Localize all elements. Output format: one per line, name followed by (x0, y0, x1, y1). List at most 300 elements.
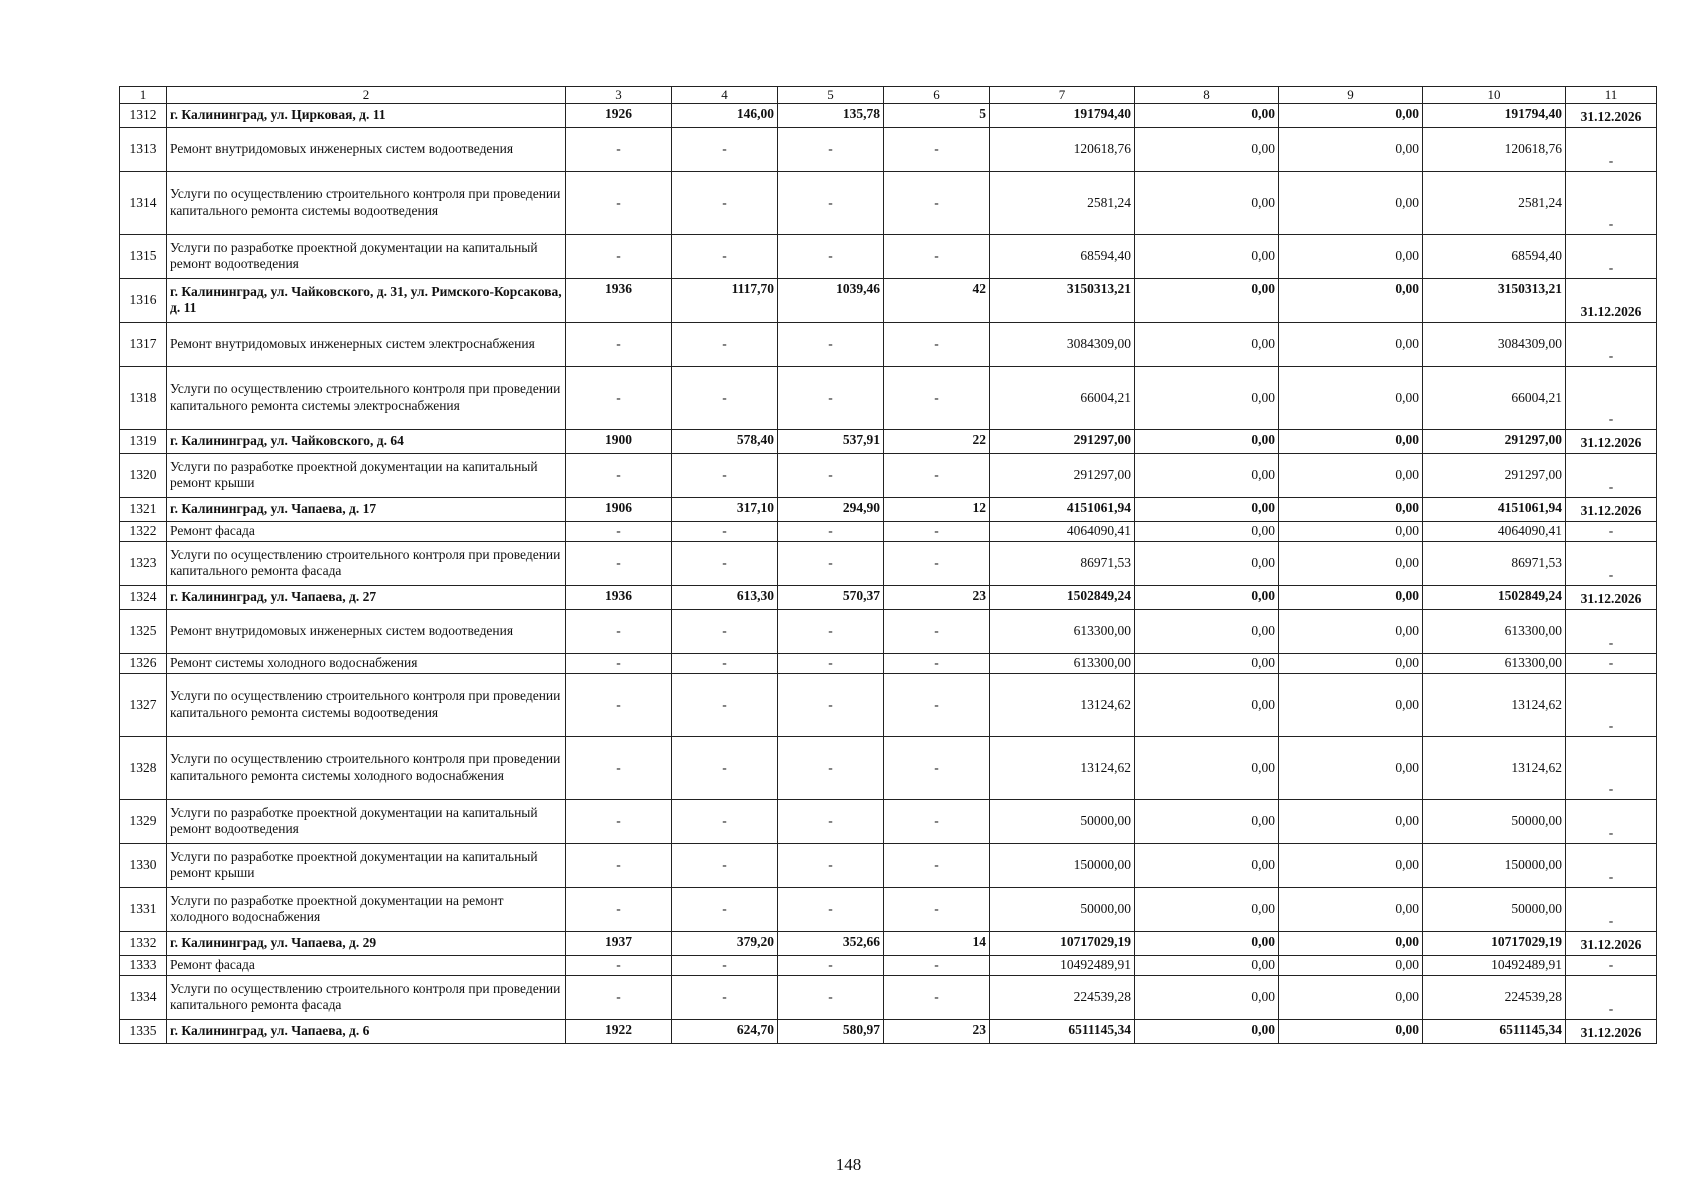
col10-cost-cell: 613300,00 (1423, 609, 1566, 653)
living-area-cell: - (778, 653, 884, 673)
total-cost-cell: 68594,40 (990, 234, 1135, 278)
residents-cell: - (884, 453, 990, 497)
col8-cost-cell: 0,00 (1135, 931, 1279, 955)
header-cell: 3 (566, 87, 672, 104)
work-row (120, 127, 1657, 171)
total-cost-cell: 10492489,91 (990, 955, 1135, 975)
living-area-cell: 570,37 (778, 585, 884, 609)
living-area-cell: - (778, 234, 884, 278)
residents-cell: 22 (884, 429, 990, 453)
col10-cost-cell: 86971,53 (1423, 541, 1566, 585)
build-year-cell: 1922 (566, 1019, 672, 1043)
deadline-cell: 31.12.2026 (1566, 497, 1657, 521)
row-number-cell: 1324 (120, 585, 167, 609)
row-number-cell: 1327 (120, 673, 167, 736)
col10-cost-cell: 6511145,34 (1423, 1019, 1566, 1043)
col9-cost-cell: 0,00 (1279, 366, 1423, 429)
col10-cost-cell: 291297,00 (1423, 453, 1566, 497)
col8-cost-cell: 0,00 (1135, 975, 1279, 1019)
work-row (120, 799, 1657, 843)
build-year-cell: - (566, 453, 672, 497)
col10-cost-cell: 191794,40 (1423, 103, 1566, 127)
col10-cost-cell: 50000,00 (1423, 887, 1566, 931)
total-area-cell: 624,70 (672, 1019, 778, 1043)
col9-cost-cell: 0,00 (1279, 103, 1423, 127)
work-row (120, 171, 1657, 234)
living-area-cell: - (778, 127, 884, 171)
work-row (120, 609, 1657, 653)
col10-cost-cell: 1502849,24 (1423, 585, 1566, 609)
col10-cost-cell: 10717029,19 (1423, 931, 1566, 955)
total-area-cell: 1117,70 (672, 278, 778, 322)
residents-cell: 14 (884, 931, 990, 955)
col10-cost-cell: 50000,00 (1423, 799, 1566, 843)
build-year-cell: 1926 (566, 103, 672, 127)
residents-cell: - (884, 322, 990, 366)
col9-cost-cell: 0,00 (1279, 975, 1423, 1019)
description-cell: Услуги по осуществлению строительного контроля при проведении капитального ремонта системы водоотведения (167, 673, 566, 736)
column-number-header-row (120, 87, 1657, 104)
living-area-cell: - (778, 453, 884, 497)
total-area-cell: - (672, 736, 778, 799)
header-cell: 10 (1423, 87, 1566, 104)
row-number-cell: 1325 (120, 609, 167, 653)
description-cell: Ремонт внутридомовых инженерных систем электроснабжения (167, 322, 566, 366)
build-year-cell: - (566, 673, 672, 736)
total-area-cell: - (672, 975, 778, 1019)
total-area-cell: - (672, 843, 778, 887)
col9-cost-cell: 0,00 (1279, 497, 1423, 521)
deadline-cell: - (1566, 453, 1657, 497)
address-row (120, 429, 1657, 453)
col8-cost-cell: 0,00 (1135, 1019, 1279, 1043)
build-year-cell: - (566, 322, 672, 366)
work-row (120, 843, 1657, 887)
total-area-cell: - (672, 521, 778, 541)
living-area-cell: 580,97 (778, 1019, 884, 1043)
work-row (120, 653, 1657, 673)
total-area-cell: - (672, 673, 778, 736)
col8-cost-cell: 0,00 (1135, 278, 1279, 322)
residents-cell: - (884, 843, 990, 887)
page-number: 148 (835, 1155, 862, 1174)
work-row (120, 234, 1657, 278)
residents-cell: - (884, 127, 990, 171)
build-year-cell: - (566, 955, 672, 975)
col10-cost-cell: 224539,28 (1423, 975, 1566, 1019)
col10-cost-cell: 4064090,41 (1423, 521, 1566, 541)
col10-cost-cell: 66004,21 (1423, 366, 1566, 429)
row-number-cell: 1313 (120, 127, 167, 171)
col8-cost-cell: 0,00 (1135, 799, 1279, 843)
description-cell: Ремонт внутридомовых инженерных систем водоотведения (167, 127, 566, 171)
build-year-cell: - (566, 366, 672, 429)
residents-cell: - (884, 673, 990, 736)
total-area-cell: 379,20 (672, 931, 778, 955)
build-year-cell: - (566, 127, 672, 171)
col8-cost-cell: 0,00 (1135, 521, 1279, 541)
description-cell: г. Калининград, ул. Чапаева, д. 27 (167, 585, 566, 609)
col8-cost-cell: 0,00 (1135, 955, 1279, 975)
work-row (120, 366, 1657, 429)
header-cell: 1 (120, 87, 167, 104)
work-row (120, 955, 1657, 975)
row-number-cell: 1319 (120, 429, 167, 453)
col8-cost-cell: 0,00 (1135, 322, 1279, 366)
col8-cost-cell: 0,00 (1135, 609, 1279, 653)
description-cell: г. Калининград, ул. Чапаева, д. 6 (167, 1019, 566, 1043)
total-area-cell: - (672, 366, 778, 429)
col9-cost-cell: 0,00 (1279, 585, 1423, 609)
total-cost-cell: 10717029,19 (990, 931, 1135, 955)
total-area-cell: - (672, 541, 778, 585)
build-year-cell: - (566, 234, 672, 278)
living-area-cell: 135,78 (778, 103, 884, 127)
col8-cost-cell: 0,00 (1135, 103, 1279, 127)
deadline-cell: 31.12.2026 (1566, 429, 1657, 453)
total-area-cell: - (672, 609, 778, 653)
deadline-cell: - (1566, 975, 1657, 1019)
description-cell: Услуги по разработке проектной документации на капитальный ремонт крыши (167, 453, 566, 497)
header-cell: 2 (167, 87, 566, 104)
description-cell: Услуги по осуществлению строительного контроля при проведении капитального ремонта системы электроснабжения (167, 366, 566, 429)
col10-cost-cell: 150000,00 (1423, 843, 1566, 887)
header-cell: 9 (1279, 87, 1423, 104)
total-area-cell: 317,10 (672, 497, 778, 521)
col8-cost-cell: 0,00 (1135, 453, 1279, 497)
deadline-cell: - (1566, 322, 1657, 366)
header-cell: 11 (1566, 87, 1657, 104)
row-number-cell: 1312 (120, 103, 167, 127)
residents-cell: - (884, 975, 990, 1019)
row-number-cell: 1335 (120, 1019, 167, 1043)
col9-cost-cell: 0,00 (1279, 127, 1423, 171)
col10-cost-cell: 120618,76 (1423, 127, 1566, 171)
row-number-cell: 1317 (120, 322, 167, 366)
description-cell: г. Калининград, ул. Чапаева, д. 29 (167, 931, 566, 955)
row-number-cell: 1318 (120, 366, 167, 429)
total-area-cell: - (672, 322, 778, 366)
description-cell: Ремонт системы холодного водоснабжения (167, 653, 566, 673)
deadline-cell: 31.12.2026 (1566, 103, 1657, 127)
living-area-cell: 537,91 (778, 429, 884, 453)
living-area-cell: 1039,46 (778, 278, 884, 322)
total-cost-cell: 3150313,21 (990, 278, 1135, 322)
deadline-cell: - (1566, 799, 1657, 843)
description-cell: г. Калининград, ул. Чапаева, д. 17 (167, 497, 566, 521)
build-year-cell: - (566, 887, 672, 931)
row-number-cell: 1329 (120, 799, 167, 843)
build-year-cell: - (566, 736, 672, 799)
work-row (120, 736, 1657, 799)
description-cell: г. Калининград, ул. Цирковая, д. 11 (167, 103, 566, 127)
living-area-cell: - (778, 673, 884, 736)
living-area-cell: - (778, 975, 884, 1019)
description-cell: Услуги по разработке проектной документации на ремонт холодного водоснабжения (167, 887, 566, 931)
row-number-cell: 1316 (120, 278, 167, 322)
residents-cell: - (884, 366, 990, 429)
total-area-cell: - (672, 453, 778, 497)
residents-cell: 42 (884, 278, 990, 322)
repair-register-table (119, 86, 1657, 1044)
build-year-cell: 1937 (566, 931, 672, 955)
deadline-cell: 31.12.2026 (1566, 278, 1657, 322)
col10-cost-cell: 3150313,21 (1423, 278, 1566, 322)
description-cell: Услуги по осуществлению строительного контроля при проведении капитального ремонта системы холодного водоснабжения (167, 736, 566, 799)
description-cell: Ремонт внутридомовых инженерных систем водоотведения (167, 609, 566, 653)
total-area-cell: - (672, 234, 778, 278)
residents-cell: - (884, 653, 990, 673)
residents-cell: - (884, 887, 990, 931)
col10-cost-cell: 13124,62 (1423, 736, 1566, 799)
col9-cost-cell: 0,00 (1279, 799, 1423, 843)
total-cost-cell: 3084309,00 (990, 322, 1135, 366)
row-number-cell: 1326 (120, 653, 167, 673)
header-cell: 6 (884, 87, 990, 104)
col8-cost-cell: 0,00 (1135, 497, 1279, 521)
living-area-cell: - (778, 366, 884, 429)
address-row (120, 278, 1657, 322)
residents-cell: - (884, 799, 990, 843)
row-number-cell: 1320 (120, 453, 167, 497)
col8-cost-cell: 0,00 (1135, 366, 1279, 429)
col8-cost-cell: 0,00 (1135, 585, 1279, 609)
row-number-cell: 1332 (120, 931, 167, 955)
living-area-cell: 352,66 (778, 931, 884, 955)
col9-cost-cell: 0,00 (1279, 736, 1423, 799)
total-area-cell: - (672, 171, 778, 234)
col8-cost-cell: 0,00 (1135, 234, 1279, 278)
deadline-cell: - (1566, 736, 1657, 799)
row-number-cell: 1314 (120, 171, 167, 234)
col8-cost-cell: 0,00 (1135, 673, 1279, 736)
col8-cost-cell: 0,00 (1135, 541, 1279, 585)
col10-cost-cell: 68594,40 (1423, 234, 1566, 278)
header-cell: 4 (672, 87, 778, 104)
col8-cost-cell: 0,00 (1135, 429, 1279, 453)
total-cost-cell: 291297,00 (990, 429, 1135, 453)
total-area-cell: - (672, 955, 778, 975)
build-year-cell: - (566, 521, 672, 541)
total-area-cell: 146,00 (672, 103, 778, 127)
description-cell: Услуги по осуществлению строительного контроля при проведении капитального ремонта системы водоотведения (167, 171, 566, 234)
register-sheet (119, 86, 1656, 1044)
address-row (120, 931, 1657, 955)
living-area-cell: 294,90 (778, 497, 884, 521)
description-cell: Услуги по разработке проектной документации на капитальный ремонт крыши (167, 843, 566, 887)
col9-cost-cell: 0,00 (1279, 322, 1423, 366)
living-area-cell: - (778, 955, 884, 975)
row-number-cell: 1321 (120, 497, 167, 521)
total-cost-cell: 86971,53 (990, 541, 1135, 585)
total-cost-cell: 66004,21 (990, 366, 1135, 429)
build-year-cell: 1906 (566, 497, 672, 521)
col9-cost-cell: 0,00 (1279, 1019, 1423, 1043)
total-area-cell: - (672, 887, 778, 931)
address-row (120, 497, 1657, 521)
living-area-cell: - (778, 843, 884, 887)
residents-cell: 12 (884, 497, 990, 521)
col8-cost-cell: 0,00 (1135, 736, 1279, 799)
deadline-cell: - (1566, 521, 1657, 541)
living-area-cell: - (778, 887, 884, 931)
header-cell: 8 (1135, 87, 1279, 104)
col9-cost-cell: 0,00 (1279, 429, 1423, 453)
living-area-cell: - (778, 171, 884, 234)
residents-cell: 5 (884, 103, 990, 127)
col9-cost-cell: 0,00 (1279, 278, 1423, 322)
deadline-cell: - (1566, 887, 1657, 931)
col8-cost-cell: 0,00 (1135, 171, 1279, 234)
total-cost-cell: 6511145,34 (990, 1019, 1135, 1043)
description-cell: Услуги по осуществлению строительного контроля при проведении капитального ремонта фасада (167, 541, 566, 585)
col9-cost-cell: 0,00 (1279, 171, 1423, 234)
col9-cost-cell: 0,00 (1279, 521, 1423, 541)
row-number-cell: 1315 (120, 234, 167, 278)
build-year-cell: - (566, 609, 672, 653)
work-row (120, 521, 1657, 541)
deadline-cell: - (1566, 541, 1657, 585)
deadline-cell: - (1566, 234, 1657, 278)
col9-cost-cell: 0,00 (1279, 843, 1423, 887)
col9-cost-cell: 0,00 (1279, 541, 1423, 585)
row-number-cell: 1323 (120, 541, 167, 585)
deadline-cell: - (1566, 673, 1657, 736)
build-year-cell: - (566, 653, 672, 673)
build-year-cell: 1936 (566, 278, 672, 322)
living-area-cell: - (778, 609, 884, 653)
total-area-cell: 613,30 (672, 585, 778, 609)
build-year-cell: - (566, 171, 672, 234)
deadline-cell: - (1566, 955, 1657, 975)
deadline-cell: 31.12.2026 (1566, 585, 1657, 609)
total-cost-cell: 613300,00 (990, 609, 1135, 653)
work-row (120, 322, 1657, 366)
deadline-cell: 31.12.2026 (1566, 1019, 1657, 1043)
row-number-cell: 1334 (120, 975, 167, 1019)
total-area-cell: 578,40 (672, 429, 778, 453)
build-year-cell: - (566, 975, 672, 1019)
col10-cost-cell: 10492489,91 (1423, 955, 1566, 975)
living-area-cell: - (778, 322, 884, 366)
deadline-cell: - (1566, 653, 1657, 673)
description-cell: Услуги по разработке проектной документации на капитальный ремонт водоотведения (167, 799, 566, 843)
col8-cost-cell: 0,00 (1135, 887, 1279, 931)
col9-cost-cell: 0,00 (1279, 931, 1423, 955)
row-number-cell: 1333 (120, 955, 167, 975)
description-cell: Ремонт фасада (167, 521, 566, 541)
residents-cell: - (884, 955, 990, 975)
residents-cell: 23 (884, 1019, 990, 1043)
build-year-cell: - (566, 799, 672, 843)
address-row (120, 585, 1657, 609)
col10-cost-cell: 4151061,94 (1423, 497, 1566, 521)
residents-cell: - (884, 521, 990, 541)
work-row (120, 887, 1657, 931)
work-row (120, 541, 1657, 585)
col10-cost-cell: 13124,62 (1423, 673, 1566, 736)
residents-cell: 23 (884, 585, 990, 609)
total-area-cell: - (672, 799, 778, 843)
row-number-cell: 1328 (120, 736, 167, 799)
total-cost-cell: 613300,00 (990, 653, 1135, 673)
work-row (120, 453, 1657, 497)
residents-cell: - (884, 609, 990, 653)
residents-cell: - (884, 171, 990, 234)
living-area-cell: - (778, 521, 884, 541)
description-cell: Услуги по разработке проектной документации на капитальный ремонт водоотведения (167, 234, 566, 278)
row-number-cell: 1322 (120, 521, 167, 541)
build-year-cell: 1900 (566, 429, 672, 453)
col9-cost-cell: 0,00 (1279, 234, 1423, 278)
total-cost-cell: 191794,40 (990, 103, 1135, 127)
deadline-cell: - (1566, 127, 1657, 171)
total-cost-cell: 120618,76 (990, 127, 1135, 171)
description-cell: Услуги по осуществлению строительного контроля при проведении капитального ремонта фасада (167, 975, 566, 1019)
living-area-cell: - (778, 799, 884, 843)
total-cost-cell: 4151061,94 (990, 497, 1135, 521)
description-cell: г. Калининград, ул. Чайковского, д. 31, ул. Римского-Корсакова, д. 11 (167, 278, 566, 322)
residents-cell: - (884, 736, 990, 799)
work-row (120, 673, 1657, 736)
deadline-cell: 31.12.2026 (1566, 931, 1657, 955)
total-cost-cell: 224539,28 (990, 975, 1135, 1019)
col10-cost-cell: 613300,00 (1423, 653, 1566, 673)
build-year-cell: - (566, 843, 672, 887)
total-cost-cell: 4064090,41 (990, 521, 1135, 541)
table-body (120, 87, 1657, 1044)
col10-cost-cell: 291297,00 (1423, 429, 1566, 453)
col8-cost-cell: 0,00 (1135, 653, 1279, 673)
header-cell: 5 (778, 87, 884, 104)
col10-cost-cell: 3084309,00 (1423, 322, 1566, 366)
total-cost-cell: 50000,00 (990, 887, 1135, 931)
total-cost-cell: 291297,00 (990, 453, 1135, 497)
header-cell: 7 (990, 87, 1135, 104)
deadline-cell: - (1566, 843, 1657, 887)
col9-cost-cell: 0,00 (1279, 955, 1423, 975)
description-cell: Ремонт фасада (167, 955, 566, 975)
row-number-cell: 1331 (120, 887, 167, 931)
deadline-cell: - (1566, 609, 1657, 653)
total-cost-cell: 13124,62 (990, 736, 1135, 799)
description-cell: г. Калининград, ул. Чайковского, д. 64 (167, 429, 566, 453)
deadline-cell: - (1566, 366, 1657, 429)
residents-cell: - (884, 234, 990, 278)
total-cost-cell: 150000,00 (990, 843, 1135, 887)
address-row (120, 103, 1657, 127)
col9-cost-cell: 0,00 (1279, 653, 1423, 673)
living-area-cell: - (778, 736, 884, 799)
total-area-cell: - (672, 127, 778, 171)
col8-cost-cell: 0,00 (1135, 127, 1279, 171)
col9-cost-cell: 0,00 (1279, 887, 1423, 931)
total-area-cell: - (672, 653, 778, 673)
total-cost-cell: 1502849,24 (990, 585, 1135, 609)
total-cost-cell: 2581,24 (990, 171, 1135, 234)
build-year-cell: - (566, 541, 672, 585)
work-row (120, 975, 1657, 1019)
build-year-cell: 1936 (566, 585, 672, 609)
residents-cell: - (884, 541, 990, 585)
total-cost-cell: 50000,00 (990, 799, 1135, 843)
col9-cost-cell: 0,00 (1279, 609, 1423, 653)
address-row (120, 1019, 1657, 1043)
col9-cost-cell: 0,00 (1279, 453, 1423, 497)
col9-cost-cell: 0,00 (1279, 673, 1423, 736)
row-number-cell: 1330 (120, 843, 167, 887)
col10-cost-cell: 2581,24 (1423, 171, 1566, 234)
